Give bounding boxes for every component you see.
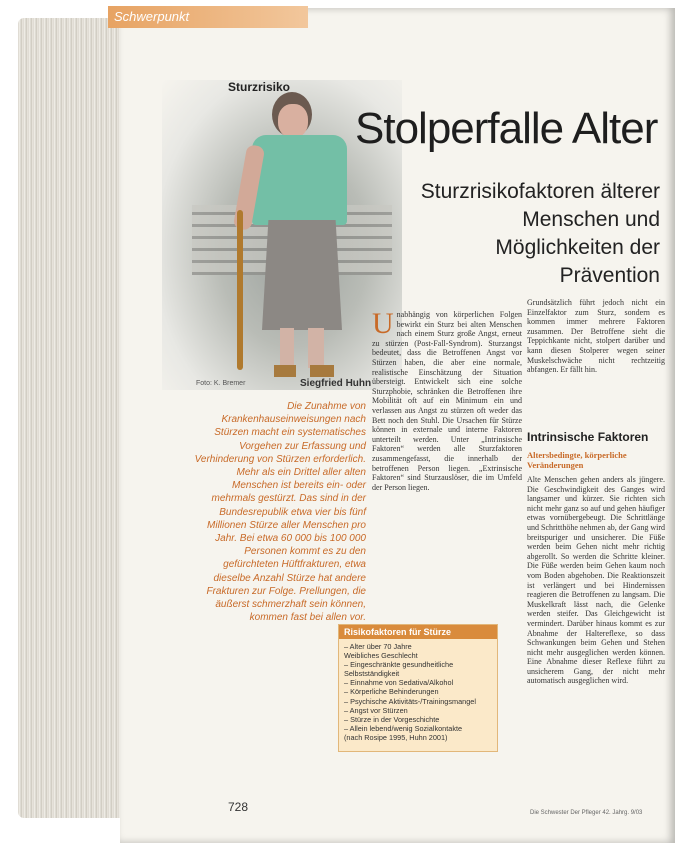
article-title: Stolperfalle Alter bbox=[355, 104, 658, 153]
body-column-3: Alte Menschen gehen anders als jüngere. Die Geschwindigkeit des Ganges wird langsamer und kürzer. Sie richten sich nicht mehr ganz so auf und gehen häufiger etwas vornübergebeugt. Die Schrittlänge und Schritthöhe nehmen ab, der Gang wird breitspuriger und unsicherer. Die Füße werden beim Gehen nicht mehr richtig abgerollt. So werden die Schritte kleiner. Die Füße werden beim Gehen kaum noch vom Boden abgehoben. Die Reaktionszeit ist verlängert und bei Hindernissen reagieren die Betroffenen zu langsam. Die Muskelkraft lässt nach, die Gelenke werden steifer. Das Gleichgewicht ist vermindert. Darüber hinaus kommt es zur Abnahme der Haltereflexe, so dass Schwankungen beim Gehen und Stehen nicht mehr ausgeglichen werden können. Eine Abnahme dieser Reflexe führt zu unsicherem Gang, der nicht mehr automatisch ausgeglichen wird. bbox=[527, 475, 665, 686]
photo-shoes bbox=[274, 365, 334, 377]
risk-item: – Stürze in der Vorgeschichte bbox=[344, 714, 440, 724]
footer-text: Die Schwester Der Pfleger 42. Jahrg. 9/03 bbox=[530, 810, 643, 816]
page-number: 728 bbox=[228, 800, 249, 814]
photo-shirt bbox=[252, 135, 347, 225]
risk-box-title: Risikofaktoren für Stürze bbox=[339, 625, 497, 639]
body-column-2: Grundsätzlich führt jedoch nicht ein Einzelfaktor zum Sturz, sondern es kommen immer mehrere Faktoren zusammen. Der Betroffene sieht die Teppichkante nicht, stolpert darüber und kann diesen Stolperer wegen seiner Muskelschwäche nicht rechtzeitig abfangen. Er fällt hin. bbox=[527, 298, 665, 375]
risk-item: Weibliches Geschlecht bbox=[344, 651, 418, 661]
risk-item: – Eingeschränkte gesundheitliche Selbstständigkeit bbox=[344, 660, 454, 679]
author-name: Siegfried Huhn bbox=[300, 378, 372, 389]
risk-item: – Einnahme von Sedativa/Alkohol bbox=[344, 678, 454, 688]
photo-face bbox=[278, 104, 308, 138]
book-page-edges bbox=[18, 18, 128, 818]
body-column-1 bbox=[372, 307, 522, 492]
photo-skirt bbox=[262, 220, 342, 330]
intro-paragraph: Die Zunahme von Krankenhauseinweisungen nach Stürzen macht ein systematisches Vorgehen zur Erfassung und Verhinderung von Stürzen erforderlich. Mehr als ein Drittel aller alten Menschen ist bereits ein- oder mehrmals gestürzt. Das sind in der Bundesrepublik etwa vier bis fünf Millionen Stürze aller Menschen pro Jahr. Bei etwa 60 000 bis 100 000 Personen kommt es zu den gefürchteten Hüftfrakturen, etwa dieselbe Anzahl Stürze hat andere Frakturen zur Folge. Prellungen, die äußerst schmerzhaft sein können, kommen fast bei allen vor. bbox=[194, 401, 366, 624]
article-subtitle: Sturzrisikofaktoren älterer Menschen und Möglichkeiten der Prävention bbox=[420, 180, 660, 287]
section-tab: Schwerpunkt bbox=[108, 6, 308, 28]
risk-item: – Alter über 70 Jahre bbox=[344, 642, 412, 651]
risk-item: – Körperliche Behinderungen bbox=[344, 687, 439, 697]
risk-factors-box bbox=[338, 624, 498, 752]
body-column-1-text: nabhängig von körperlichen Folgen bewirkt ein Sturz bei alten Menschen nach einem Sturz große Angst, erneut zu stürzen (Post-Fall-Syndrom). Sturzangst bedeutet, dass die Betroffenen Angst vor Stürzen haben, die aber eine normale, realistische Einschätzung der Situation übersteigt. Entwickelt sich eine solche Sturzphobie, schränken die Betroffenen ihre Mobilität oft auf ein Minimum ein und verlassen aus Angst zu stürzen oft weder das Bett noch den Stuhl. Die Ursachen für Stürze können in externale und interne Faktoren unterteilt werden. Unter „Intrinsische Faktoren“ werden alle Sturzfaktoren zusammengefasst, die innerhalb der betroffenen Person liegen. „Extrinsische Faktoren“ sind Sturzauslöser, die im Umfeld der Person liegen. bbox=[372, 310, 522, 492]
risk-item: – Allein lebend/wenig Sozialkontakte bbox=[344, 723, 463, 733]
photo-legs bbox=[280, 328, 324, 368]
risk-source: (nach Rosipe 1995, Huhn 2001) bbox=[344, 732, 448, 742]
subheading-intrinsic: Intrinsische Faktoren bbox=[527, 430, 649, 444]
kicker: Sturzrisiko bbox=[228, 80, 291, 94]
risk-item: – Angst vor Stürzen bbox=[344, 705, 408, 715]
drop-cap: U bbox=[372, 307, 394, 340]
risk-box-list bbox=[339, 639, 497, 745]
photo-credit: Foto: K. Bremer bbox=[196, 380, 246, 387]
subheading-age-changes: Altersbedingte, körperliche Veränderungen bbox=[527, 450, 627, 470]
risk-item: – Psychische Aktivitäts-/Trainingsmangel bbox=[344, 696, 476, 706]
photo-cane bbox=[237, 210, 243, 370]
